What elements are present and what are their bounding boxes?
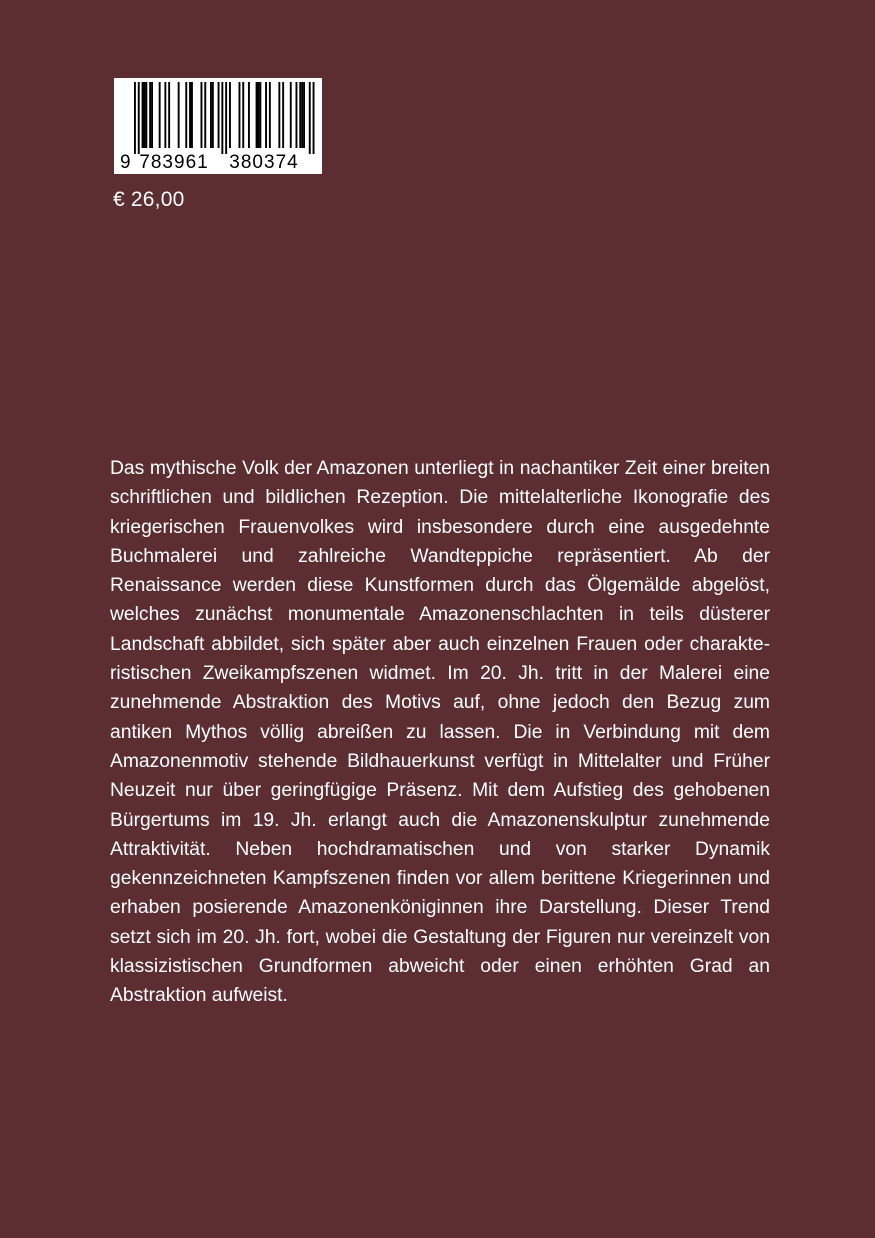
barcode-bar — [189, 82, 191, 148]
barcode-bar — [301, 82, 303, 148]
barcode-bar — [204, 82, 206, 148]
barcode-bar — [290, 82, 292, 148]
barcode-bar — [225, 82, 227, 154]
barcode-bar — [210, 82, 212, 148]
barcode-bar — [159, 82, 161, 148]
barcode-graphic — [114, 78, 322, 174]
barcode-bar — [313, 82, 315, 154]
barcode-bar — [299, 82, 301, 148]
price-label: € 26,00 — [113, 188, 185, 211]
barcode-bar — [149, 82, 151, 148]
barcode-bar — [259, 82, 261, 148]
barcode-bar — [278, 82, 280, 148]
barcode-right-digits: 380374 — [229, 152, 299, 173]
barcode-bar — [168, 82, 170, 148]
barcode-left-digits: 783961 — [139, 152, 209, 173]
barcode-bar — [221, 82, 223, 154]
barcode-bar — [229, 82, 231, 148]
barcode-bars — [134, 82, 315, 154]
barcode-bar — [269, 82, 271, 148]
barcode-bar — [296, 82, 298, 148]
barcode-bar — [164, 82, 166, 148]
barcode-bar — [142, 82, 144, 148]
isbn-barcode — [114, 78, 322, 174]
barcode-bar — [256, 82, 258, 148]
barcode-bar — [258, 82, 260, 148]
barcode-bar — [138, 82, 140, 154]
barcode-bar — [201, 82, 203, 148]
barcode-bar — [178, 82, 180, 148]
barcode-bar — [145, 82, 147, 148]
barcode-bar — [239, 82, 241, 148]
barcode-bar — [151, 82, 153, 148]
barcode-bar — [144, 82, 146, 148]
barcode-bar — [309, 82, 311, 154]
barcode-bar — [242, 82, 244, 148]
barcode-bar — [185, 82, 187, 148]
barcode-bar — [248, 82, 250, 148]
barcode-bar — [265, 82, 267, 148]
barcode-bar — [191, 82, 193, 148]
barcode-first-digit: 9 — [120, 152, 131, 173]
barcode-bar — [212, 82, 214, 148]
barcode-bar — [282, 82, 284, 148]
barcode-bar — [303, 82, 305, 148]
back-cover-blurb: Das mythische Volk der Amazonen unterliegt in nachantiker Zeit einer breiten schriftlichen und bildlichen Rezeption. Die mittelalterliche Ikonografie des kriegerischen Frauenvolkes wird insbesondere durch eine ausgedehnte Buchmalerei und zahlreiche Wandteppiche repräsentiert. Ab der Renaissance werden diese Kunstformen durch das Ölgemälde abgelöst, welches zunächst monumentale Amazonenschlachten in teils düsterer Landschaft abbildet, sich später aber auch einzelnen Frauen oder charakteristischen Zweikampfszenen widmet. Im 20. Jh. tritt in der Malerei eine zunehmende Abstraktion des Motivs auf, ohne jedoch den Bezug zum antiken Mythos völlig abreißen zu lassen. Die in Verbindung mit dem Amazonenmotiv stehende Bildhauerkunst verfügt in Mittelalter und Früher Neuzeit nur über geringfügige Präsenz. Mit dem Aufstieg des gehobenen Bürgertums im 19. Jh. erlangt auch die Amazonenskulptur zunehmende Attraktivität. Neben hochdramatischen und von starker Dynamik gekennzeichneten Kampfszenen finden vor allem berittene Kriegerinnen und erhaben posierende Amazonenköniginnen ihre Darstellung. Dieser Trend setzt sich im 20. Jh. fort, wobei die Gestaltung der Figuren nur vereinzelt von klassizistischen Grundformen abweicht oder einen erhöhten Grad an Abstraktion aufweist. — [110, 458, 770, 1007]
barcode-bar — [218, 82, 220, 148]
barcode-bar — [134, 82, 136, 154]
